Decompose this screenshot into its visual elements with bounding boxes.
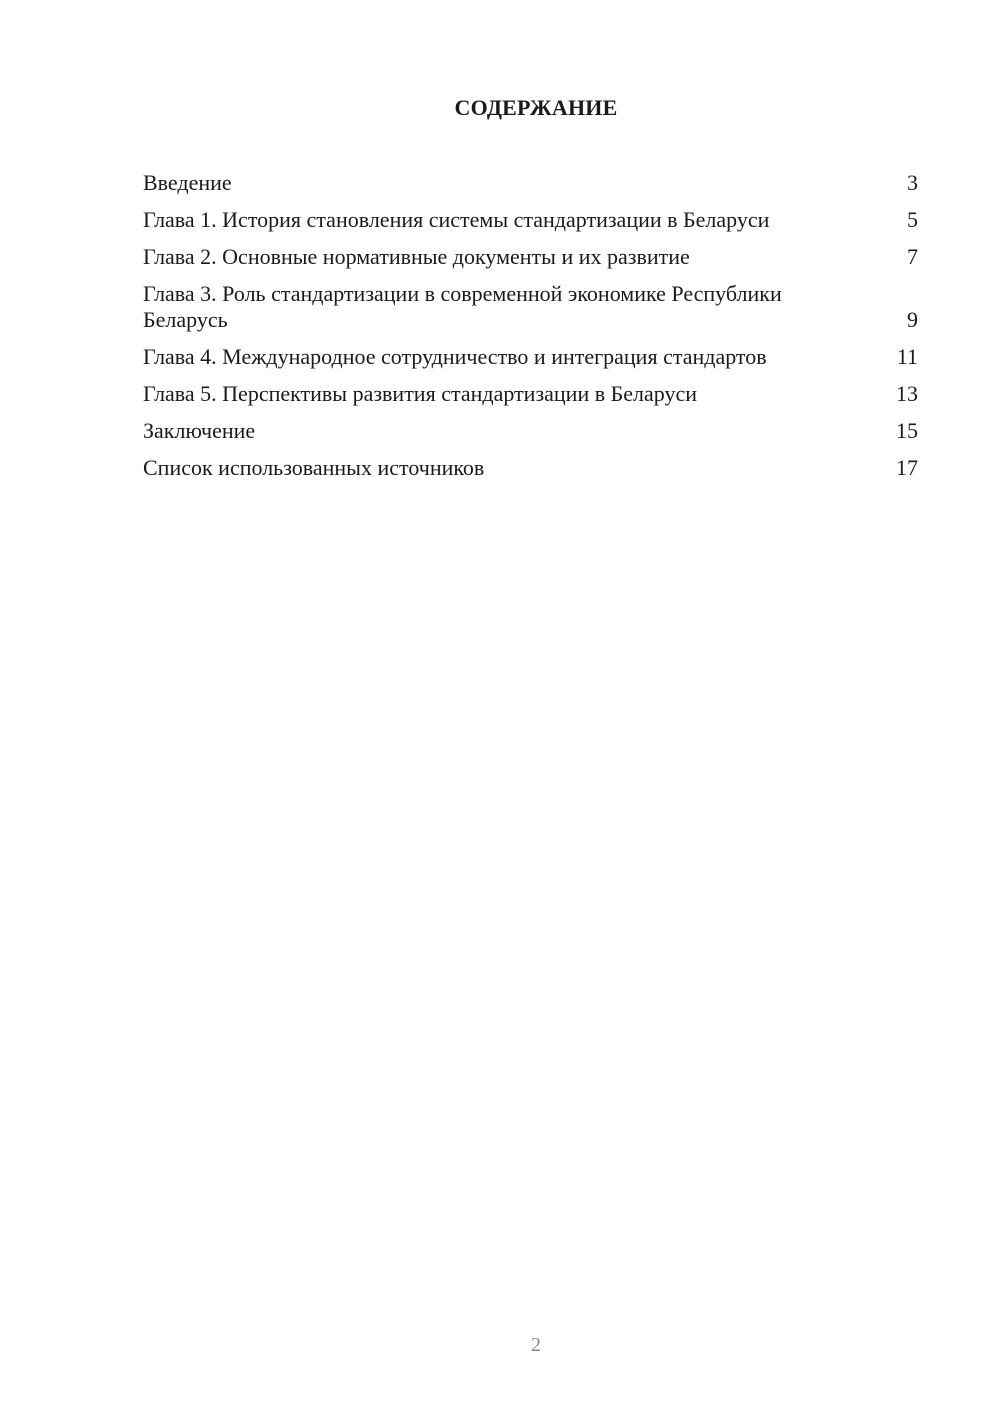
page-number: 2 xyxy=(531,1334,541,1356)
toc-entry-page: 13 xyxy=(896,381,918,406)
toc-entry-introduction xyxy=(143,170,918,196)
toc-entry-title: Список использованных источников xyxy=(143,455,485,480)
toc-entry-conclusion xyxy=(143,418,918,444)
toc-entry-title: Глава 3. Роль стандартизации в современной экономике Республики Беларусь xyxy=(143,281,782,332)
toc-entry-title: Заключение xyxy=(143,418,256,443)
toc-entry-references xyxy=(143,455,918,481)
toc-entry-page: 3 xyxy=(907,170,918,195)
toc-entry-title: Введение xyxy=(143,170,232,195)
toc-entry-page: 9 xyxy=(907,307,918,332)
toc-entry-title: Глава 2. Основные нормативные документы и их развитие xyxy=(143,244,690,269)
table-of-contents xyxy=(143,170,918,492)
toc-entry-title: Глава 4. Международное сотрудничество и интеграция стандартов xyxy=(143,344,767,369)
toc-entry-chapter-4 xyxy=(143,344,918,370)
toc-entry-title: Глава 5. Перспективы развития стандартизации в Беларуси xyxy=(143,381,697,406)
toc-entry-page: 7 xyxy=(907,244,918,269)
toc-entry-chapter-5 xyxy=(143,381,918,407)
toc-entry-page: 15 xyxy=(896,418,918,443)
toc-entry-chapter-2 xyxy=(143,244,918,270)
toc-entry-page: 5 xyxy=(907,207,918,232)
toc-entry-page: 11 xyxy=(896,344,918,369)
toc-entry-chapter-1 xyxy=(143,207,918,233)
toc-entry-page: 17 xyxy=(896,455,918,480)
toc-heading: СОДЕРЖАНИЕ xyxy=(454,95,618,120)
toc-entry-chapter-3 xyxy=(143,281,918,333)
toc-entry-title: Глава 1. История становления системы стандартизации в Беларуси xyxy=(143,207,770,232)
